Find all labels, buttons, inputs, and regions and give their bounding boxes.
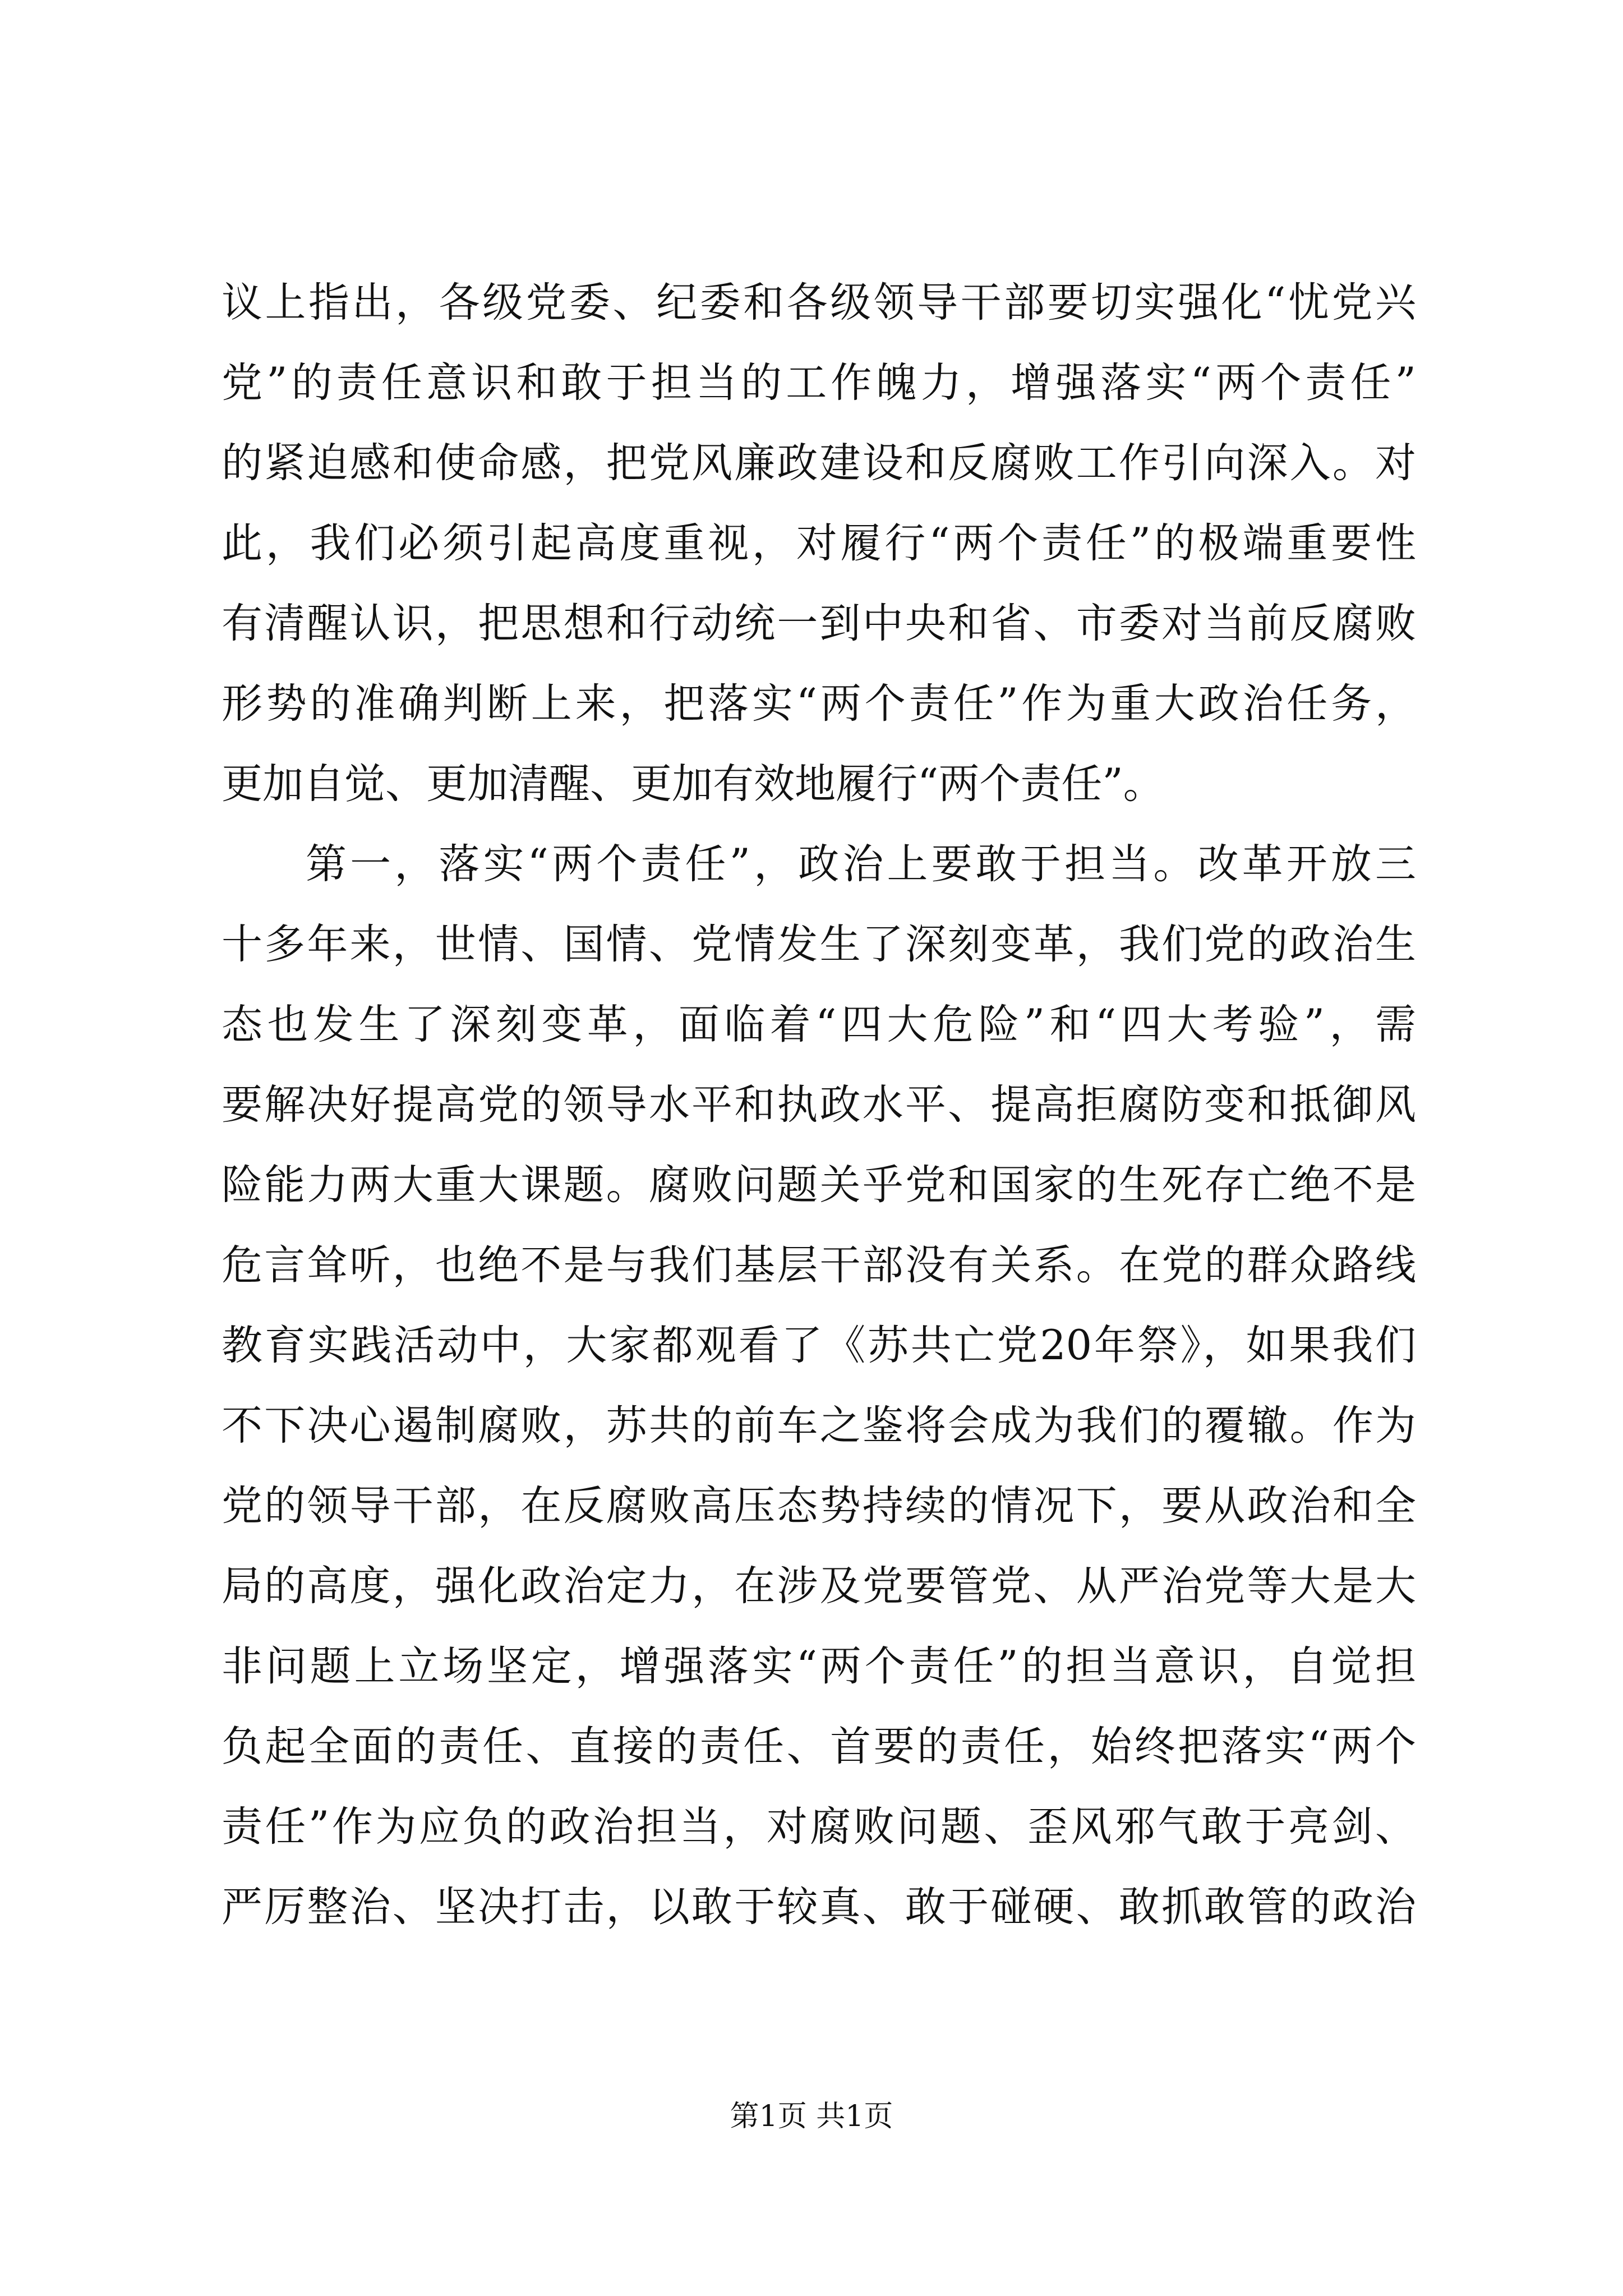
- paragraph-first-line: 第一，落实“两个责任”，政治上要敢于担当。改革开放三: [306, 840, 1416, 888]
- text-line: 险能力两大重大课题。腐败问题关乎党和国家的生死存亡绝不是: [222, 1161, 1416, 1209]
- text-line: 危言耸听，也绝不是与我们基层干部没有关系。在党的群众路线: [222, 1241, 1416, 1289]
- text-line: 有清醒认识，把思想和行动统一到中央和省、市委对当前反腐败: [222, 600, 1416, 647]
- text-line: 严厉整治、坚决打击，以敢于较真、敢于碰硬、敢抓敢管的政治: [222, 1883, 1416, 1931]
- text-line: 教育实践活动中，大家都观看了《苏共亡党20年祭》，如果我们: [222, 1322, 1416, 1369]
- text-line: 议上指出，各级党委、纪委和各级领导干部要切实强化“忧党兴: [222, 279, 1416, 326]
- text-line: 党”的责任意识和敢于担当的工作魄力，增强落实“两个责任”: [222, 359, 1416, 407]
- text-line: 责任”作为应负的政治担当，对腐败问题、歪风邪气敢于亮剑、: [222, 1803, 1416, 1851]
- text-line: 的紧迫感和使命感，把党风廉政建设和反腐败工作引向深入。对: [222, 439, 1416, 487]
- page-footer: 第1页 共1页: [730, 2100, 893, 2133]
- text-line: 更加自觉、更加清醒、更加有效地履行“两个责任”。: [222, 760, 1164, 808]
- text-line: 形势的准确判断上来，把落实“两个责任”作为重大政治任务，: [222, 680, 1416, 728]
- text-line: 非问题上立场坚定，增强落实“两个责任”的担当意识，自觉担: [222, 1642, 1416, 1690]
- text-line: 党的领导干部，在反腐败高压态势持续的情况下，要从政治和全: [222, 1482, 1416, 1530]
- text-line: 要解决好提高党的领导水平和执政水平、提高拒腐防变和抵御风: [222, 1081, 1416, 1129]
- text-line: 十多年来，世情、国情、党情发生了深刻变革，我们党的政治生: [222, 921, 1416, 968]
- text-line: 局的高度，强化政治定力，在涉及党要管党、从严治党等大是大: [222, 1562, 1416, 1610]
- body-text: [222, 263, 1416, 1947]
- text-line: 负起全面的责任、直接的责任、首要的责任，始终把落实“两个: [222, 1723, 1416, 1770]
- text-line: 不下决心遏制腐败，苏共的前车之鉴将会成为我们的覆辙。作为: [222, 1402, 1416, 1450]
- text-line: 此，我们必须引起高度重视，对履行“两个责任”的极端重要性: [222, 519, 1416, 567]
- text-line: 态也发生了深刻变革，面临着“四大危险”和“四大考验”，需: [222, 1001, 1416, 1048]
